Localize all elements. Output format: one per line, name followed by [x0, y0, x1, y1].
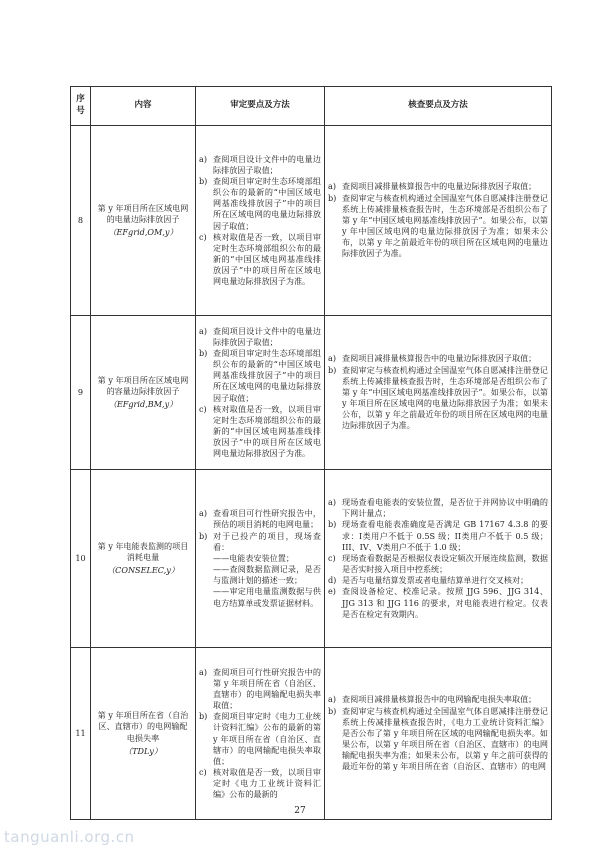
list-item: [328, 365, 548, 432]
content-text: 第 y 年项目所在省（自治区、直辖市）的电网输配电损失率: [97, 710, 189, 743]
row-number: 8: [71, 126, 91, 316]
list-item: [199, 667, 321, 712]
content-text: 第 y 年电能表监测的项目消耗电量: [97, 540, 189, 562]
item-main-text: 查阅设备检定、校准记录。按照 JJG 596、JJG 314、JJG 313 和 JJG 116 的要求，对电能表进行检定。仪表是否在检定有效期内。: [342, 586, 548, 619]
content-text: 第 y 年项目所在区域电网的电量边际排放因子: [97, 202, 189, 224]
table-row: [71, 470, 552, 648]
item-text: [213, 176, 321, 232]
list-item: [199, 326, 321, 348]
item-main-text: 查阅项目减排量核算报告中的电量边际排放因子取值；: [342, 181, 537, 192]
table-row: [71, 316, 552, 470]
item-text: [342, 519, 548, 552]
verify-points: [325, 126, 552, 316]
item-text: [342, 706, 548, 773]
item-marker: c): [328, 552, 336, 563]
row-content: [91, 470, 196, 648]
item-sub-text: ——电能表安装位置；: [213, 552, 294, 563]
review-points: [196, 126, 325, 316]
item-text: [342, 353, 548, 364]
item-marker: c): [199, 766, 207, 777]
item-marker: b): [328, 519, 337, 530]
row-content: [91, 316, 196, 470]
item-main-text: 核对取值是否一致，以项目审定时《电力工业统计资料汇编》公布的最新的: [213, 766, 321, 800]
verify-points: [325, 316, 552, 470]
list-item: [199, 711, 321, 767]
item-marker: b): [328, 192, 337, 203]
item-marker: c): [199, 403, 207, 414]
item-main-text: 查阅项目可行性研究报告中的第 y 年项目所在省（自治区、直辖市）的电网输配电损失率取值；: [213, 666, 321, 711]
item-main-text: 对于已投产的项目，现场查看：: [213, 530, 321, 552]
item-text: [213, 154, 321, 176]
item-marker: a): [328, 181, 336, 192]
item-marker: b): [328, 705, 337, 716]
list-item: [328, 553, 548, 575]
item-main-text: 查阅项目减排量核算报告中的电量边际排放因子取值；: [342, 353, 537, 364]
verify-points: [325, 648, 552, 820]
item-text: [342, 193, 548, 260]
item-main-text: 现场查看电能表的安装位置，是否位于并网协议中明确的下网计量点；: [342, 497, 548, 519]
row-number: 9: [71, 316, 91, 470]
header-no: 序 号: [71, 87, 91, 126]
item-text: [213, 348, 321, 404]
item-main-text: 查阅审定与核查机构通过全国温室气体自愿减排注册登记系统上传减排量核查报告时，生态环境部是否组织公布了第 y 年“中国区域电网基准线排放因子”。如果公布，以第 y 年中国区域电网的电量边际排放因子为准；如果未公布，以第 y 年之前最近年份的项目所在区域电网的电量边际排放因子为准。: [342, 192, 548, 259]
item-main-text: 查阅项目减排量核算报告中的电网输配电损失率取值；: [342, 694, 537, 705]
item-sub-text: ——查阅数据监测记录，是否与监测计划的描述一致；: [213, 564, 321, 586]
item-main-text: 是否与电量结算发票或者电量结算单进行交叉核对；: [342, 575, 529, 586]
page-number: 27: [294, 806, 306, 816]
item-marker: b): [199, 347, 208, 358]
item-text: [342, 553, 548, 575]
list-item: [328, 497, 548, 519]
item-marker: e): [328, 586, 336, 597]
review-points: [196, 648, 325, 820]
list-item: [328, 694, 548, 705]
item-text: [342, 181, 548, 192]
list-item: [199, 176, 321, 232]
row-content: [91, 648, 196, 820]
item-text: [213, 711, 321, 767]
content-formula: （CONSELEC,y）: [107, 565, 179, 576]
item-text: [213, 531, 321, 609]
item-text: [342, 365, 548, 432]
item-main-text: 查看项目可行性研究报告中，预估的项目消耗的电网电量；: [213, 508, 321, 530]
list-item: [199, 404, 321, 460]
item-main-text: 查阅项目审定时生态环境部组织公布的最新的“中国区域电网基准线排放因子”中的项目所在区域电网的电量边际排放因子取值；: [213, 347, 321, 403]
list-item: [328, 586, 548, 619]
row-content: [91, 126, 196, 316]
list-item: [199, 531, 321, 609]
item-sub-text: ——审定用电量监测数据与供电方结算单或发票证据材料。: [213, 586, 321, 608]
item-main-text: 现场查看电能表准确度是否满足 GB 17167 4.3.8 的要求：I类用户不低于 0.5S 级；II类用户不低于 0.5 级；III、IV、V类用户不低于 1.0 级；: [342, 519, 548, 552]
item-marker: d): [328, 575, 337, 586]
table-header-row: [71, 87, 552, 126]
item-text: [342, 575, 548, 586]
item-main-text: 查阅项目设计文件中的电量边际排放因子取值；: [213, 325, 321, 347]
review-verify-table: [70, 86, 552, 820]
list-item: [199, 767, 321, 800]
content-formula: （EFgrid,BM,y）: [108, 399, 178, 410]
item-marker: c): [199, 231, 207, 242]
list-item: [328, 575, 548, 586]
review-points: [196, 470, 325, 648]
list-item: [199, 154, 321, 176]
item-marker: a): [199, 325, 207, 336]
list-item: [328, 181, 548, 192]
item-text: [342, 497, 548, 519]
content-formula: （EFgrid,OM,y）: [108, 227, 178, 238]
verify-points: [325, 470, 552, 648]
list-item: [199, 508, 321, 530]
list-item: [199, 232, 321, 288]
item-text: [213, 667, 321, 712]
item-main-text: 查阅项目设计文件中的电量边际排放因子取值；: [213, 153, 321, 175]
review-points: [196, 316, 325, 470]
item-marker: a): [199, 508, 207, 519]
item-main-text: 查阅项目审定时《电力工业统计资料汇编》公布的最新的第 y 年项目所在省（自治区、直辖市）的电网输配电损失率取值；: [213, 711, 321, 766]
header-content: 内容: [91, 87, 196, 126]
header-review: 审定要点及方法: [196, 87, 325, 126]
item-text: [213, 232, 321, 288]
item-marker: b): [199, 175, 208, 186]
item-marker: a): [199, 666, 207, 677]
item-text: [342, 586, 548, 619]
item-marker: a): [328, 497, 336, 508]
list-item: [328, 193, 548, 260]
item-main-text: 核对取值是否一致，以项目审定时生态环境部组织公布的最新的“中国区域电网基准线排放因子”中的项目所在区域电网电量边际排放因子为准。: [213, 403, 321, 459]
item-main-text: 核对取值是否一致，以项目审定时生态环境部组织公布的最新的“中国区域电网基准线排放因子”中的项目所在区域电网电量边际排放因子为准。: [213, 231, 321, 287]
row-number: 10: [71, 470, 91, 648]
item-text: [342, 694, 548, 705]
table-row: [71, 648, 552, 820]
item-text: [213, 508, 321, 530]
table-body: [71, 126, 552, 820]
item-marker: b): [199, 711, 208, 722]
item-main-text: 查阅项目审定时生态环境部组织公布的最新的“中国区域电网基准线排放因子”中的项目所在区域电网的电量边际排放因子取值；: [213, 175, 321, 231]
list-item: [199, 348, 321, 404]
row-number: 11: [71, 648, 91, 820]
item-main-text: 查阅审定与核查机构通过全国温室气体自愿减排注册登记系统上传减排量核查报告时，《电力工业统计资料汇编》是否公布了第 y 年项目所在区域的电网输配电损失率。如果公布，以第 y 年项目所在省（自治区、直辖市）的电网输配电损失率为准；如果未公布，以第 y 年之前可获得的最近年份的第 y 年项目所在省（自治区、直辖市）的电网: [342, 705, 548, 772]
content-text: 第 y 年项目所在区域电网的容量边际排放因子: [97, 374, 189, 396]
watermark: tanguanli.org.cn: [4, 828, 135, 846]
item-main-text: 查阅审定与核查机构通过全国温室气体自愿减排注册登记系统上传减排量核查报告时，生态环境部是否组织公布了第 y 年“中国区域电网基准线排放因子”。如果公布，以第 y 年项目所在区域电网的电量边际排放因子为准；如果未公布，以第 y 年之前最近年份的项目所在区域电网的电量边际排放因子为准。: [342, 364, 548, 431]
item-marker: b): [199, 530, 208, 541]
list-item: [328, 706, 548, 773]
list-item: [328, 353, 548, 364]
item-marker: a): [199, 153, 207, 164]
item-text: [213, 326, 321, 348]
item-marker: a): [328, 353, 336, 364]
item-marker: b): [328, 364, 337, 375]
item-text: [213, 404, 321, 460]
item-marker: a): [328, 694, 336, 705]
list-item: [328, 519, 548, 552]
content-formula: （TDLy）: [124, 745, 162, 756]
header-verify: 核查要点及方法: [325, 87, 552, 126]
item-main-text: 现场查看数据是否根据仪表设定频次开展连续监测，数据是否实时接入项目中控系统；: [342, 552, 548, 575]
item-text: [213, 767, 321, 800]
table-row: [71, 126, 552, 316]
